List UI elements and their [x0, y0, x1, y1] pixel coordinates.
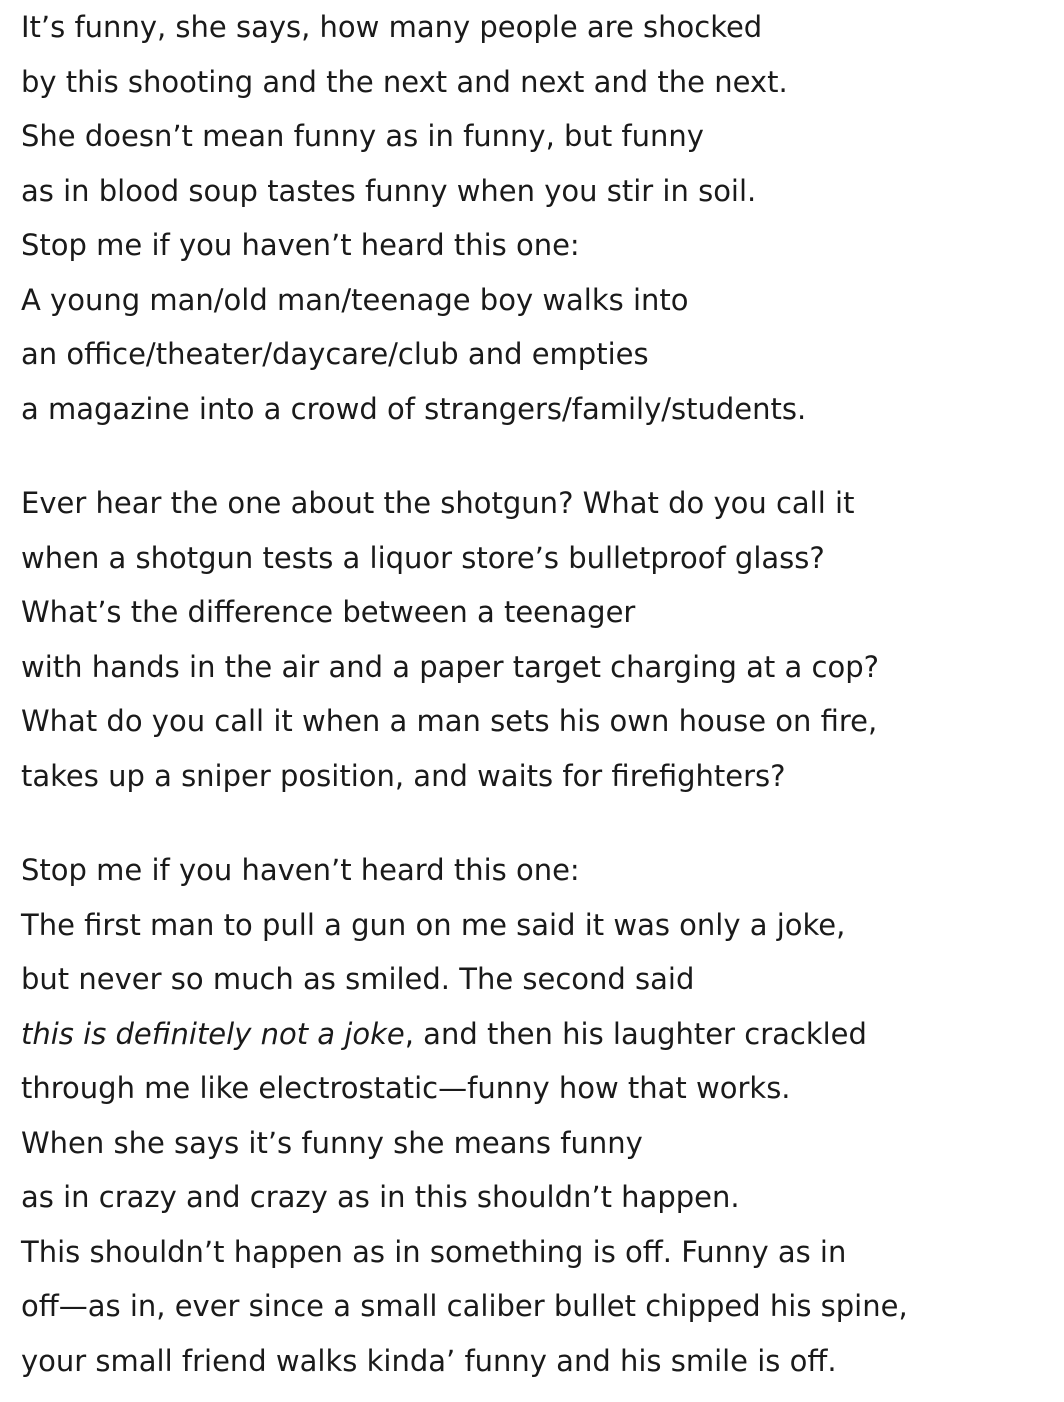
poem-line: through me like electrostatic—funny how that works.: [21, 1071, 791, 1105]
poem-line: an office/theater/daycare/club and empties: [21, 337, 649, 371]
poem-text: [21, 0, 1051, 1388]
poem-line: Stop me if you haven’t heard this one:: [21, 853, 580, 887]
stanza-3: [21, 843, 1051, 1388]
poem-line: but never so much as smiled. The second said: [21, 962, 695, 996]
poem-line: When she says it’s funny she means funny: [21, 1125, 643, 1160]
stanza-1: [21, 0, 1051, 436]
poem-line: takes up a sniper position, and waits for firefighters?: [21, 758, 786, 793]
poem-line: What’s the difference between a teenager: [21, 595, 636, 629]
poem-line: Stop me if you haven’t heard this one:: [21, 228, 580, 262]
poem-line: off—as in, ever since a small caliber bullet chipped his spine,: [21, 1289, 908, 1323]
poem-line: This shouldn’t happen as in something is off. Funny as in: [21, 1234, 847, 1269]
stanza-2: [21, 476, 1051, 803]
italic-phrase: this is definitely not a joke: [21, 1016, 405, 1051]
poem-line: What do you call it when a man sets his own house on fire,: [21, 704, 878, 738]
poem-line: The first man to pull a gun on me said it was only a joke,: [21, 907, 846, 942]
poem-line: by this shooting and the next and next and the next.: [21, 64, 788, 99]
poem-line-mixed: [21, 1007, 1051, 1062]
poem-line: A young man/old man/teenage boy walks into: [21, 282, 689, 317]
poem-line: It’s funny, she says, how many people are shocked: [21, 10, 763, 44]
poem-line: as in crazy and crazy as in this shouldn’t happen.: [21, 1180, 740, 1214]
poem-line: as in blood soup tastes funny when you stir in soil.: [21, 173, 757, 208]
poem-line: a magazine into a crowd of strangers/family/students.: [21, 391, 807, 426]
poem-line: when a shotgun tests a liquor store’s bulletproof glass?: [21, 540, 825, 575]
poem-line: Ever hear the one about the shotgun? What do you call it: [21, 486, 855, 520]
poem-line: with hands in the air and a paper target charging at a cop?: [21, 649, 879, 684]
poem-line: your small friend walks kinda’ funny and his smile is off.: [21, 1343, 837, 1378]
line-continuation: , and then his laughter crackled: [404, 1016, 867, 1051]
poem-line: She doesn’t mean funny as in funny, but funny: [21, 119, 704, 153]
